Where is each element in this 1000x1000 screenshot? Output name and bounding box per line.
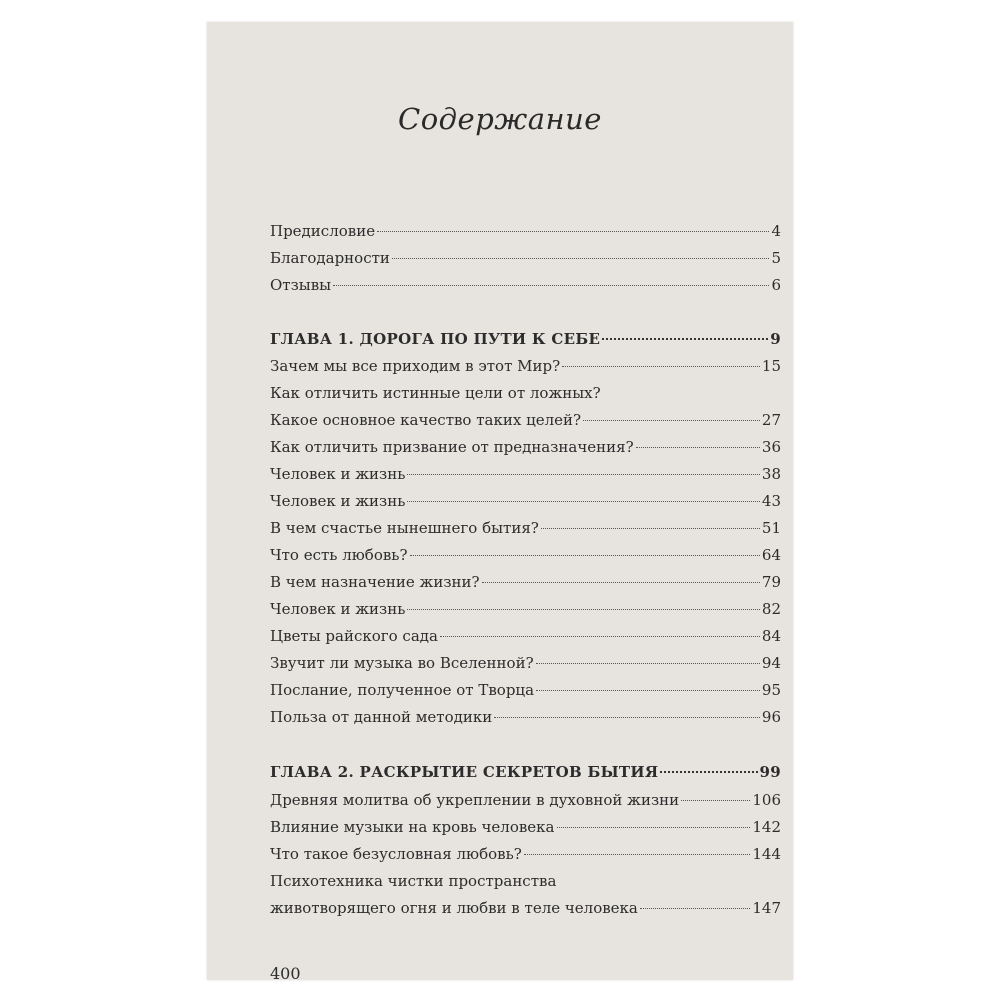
toc-entry	[270, 791, 781, 817]
page-number: 400	[270, 964, 301, 983]
toc-entry-label: Влияние музыки на кровь человека	[270, 818, 555, 836]
toc-entry	[270, 249, 781, 275]
toc-entry-label: Зачем мы все приходим в этот Мир?	[270, 357, 561, 375]
dot-leader	[524, 853, 751, 855]
toc-entry	[270, 465, 781, 491]
toc-entry-label: Послание, полученное от Творца	[270, 681, 535, 699]
toc-entry-page: 64	[761, 546, 781, 564]
toc-entry	[270, 411, 781, 437]
toc-entry	[270, 899, 781, 925]
toc-entry-label: Человек и жизнь	[270, 600, 406, 618]
toc-chapter-heading	[270, 763, 781, 789]
toc-entry	[270, 357, 781, 383]
dot-leader	[681, 799, 750, 801]
dot-leader	[536, 689, 760, 691]
toc-entry-page: 36	[761, 438, 781, 456]
toc-entry-page: 43	[761, 492, 781, 510]
dot-leader	[541, 527, 760, 529]
dot-leader	[583, 419, 760, 421]
toc-entry-page: 4	[771, 222, 781, 240]
toc-entry	[270, 708, 781, 734]
toc-entry-label: Человек и жизнь	[270, 492, 406, 510]
toc-entry-label: Предисловие	[270, 222, 376, 240]
toc-entry-page: 94	[761, 654, 781, 672]
dot-leader	[410, 554, 760, 556]
dot-leader	[602, 337, 768, 340]
toc-entry-page: 84	[761, 627, 781, 645]
toc-entry-page: 38	[761, 465, 781, 483]
toc-entry-label: Что такое безусловная любовь?	[270, 845, 522, 863]
dot-leader	[494, 716, 760, 718]
toc-entry-page: 5	[771, 249, 781, 267]
dot-leader	[562, 365, 760, 367]
toc-entry-page: 51	[761, 519, 781, 537]
toc-entry	[270, 222, 781, 248]
toc-entry-label: В чем счастье нынешнего бытия?	[270, 519, 539, 537]
toc-entry-label: Как отличить истинные цели от ложных?	[270, 384, 601, 402]
dot-leader	[557, 826, 751, 828]
toc-entry-page: 9	[770, 330, 781, 348]
toc-entry	[270, 384, 781, 410]
toc-entry-page: 95	[761, 681, 781, 699]
toc-entry-label: В чем назначение жизни?	[270, 573, 480, 591]
toc-entry-page: 147	[752, 899, 781, 917]
toc-chapter-heading	[270, 330, 781, 356]
toc-entry	[270, 573, 781, 599]
toc-entry-page: 27	[761, 411, 781, 429]
toc-entry	[270, 600, 781, 626]
dot-leader	[636, 446, 760, 448]
toc-entry	[270, 627, 781, 653]
toc-entry	[270, 681, 781, 707]
toc-entry	[270, 818, 781, 844]
dot-leader	[407, 608, 760, 610]
dot-leader	[536, 662, 760, 664]
toc-entry-page: 15	[761, 357, 781, 375]
toc-entry-label: Благодарности	[270, 249, 390, 267]
toc-entry-label: Древняя молитва об укреплении в духовной жизни	[270, 791, 680, 809]
toc-entry-label: животворящего огня и любви в теле человека	[270, 899, 638, 917]
toc-entry	[270, 438, 781, 464]
toc-entry	[270, 546, 781, 572]
dot-leader	[482, 581, 760, 583]
toc-entry-label: ГЛАВА 2. РАСКРЫТИЕ СЕКРЕТОВ БЫТИЯ	[270, 763, 659, 781]
toc-entry-label: Цветы райского сада	[270, 627, 438, 645]
toc-entry-label: Человек и жизнь	[270, 465, 406, 483]
toc-entry-page: 6	[771, 276, 781, 294]
toc-entry-label: Какое основное качество таких целей?	[270, 411, 582, 429]
toc-entry	[270, 845, 781, 871]
dot-leader	[392, 257, 770, 259]
dot-leader	[377, 230, 769, 232]
toc-entry	[270, 519, 781, 545]
toc-entry-label: Психотехника чистки пространства	[270, 872, 557, 890]
dot-leader	[660, 770, 757, 773]
toc-entry-page: 142	[752, 818, 781, 836]
dot-leader	[407, 500, 760, 502]
toc-entry-page: 79	[761, 573, 781, 591]
toc-entry-page: 144	[752, 845, 781, 863]
dot-leader	[440, 635, 760, 637]
toc-entry-label: Звучит ли музыка во Вселенной?	[270, 654, 534, 672]
toc-entry-page: 82	[761, 600, 781, 618]
page-title: Содержание	[398, 102, 602, 136]
book-page	[207, 22, 793, 983]
toc-entry-page: 99	[759, 763, 781, 781]
toc-entry-page: 106	[752, 791, 781, 809]
toc-entry-label: Как отличить призвание от предназначения?	[270, 438, 634, 456]
toc-entry-label: Отзывы	[270, 276, 332, 294]
toc-entry-page: 96	[761, 708, 781, 726]
toc-entry-label: Что есть любовь?	[270, 546, 408, 564]
toc-entry	[270, 872, 781, 898]
toc-entry-label: Польза от данной методики	[270, 708, 493, 726]
toc-entry	[270, 654, 781, 680]
toc-entry	[270, 492, 781, 518]
dot-leader	[333, 284, 769, 286]
toc-entry-label: ГЛАВА 1. ДОРОГА ПО ПУТИ К СЕБЕ	[270, 330, 601, 348]
dot-leader	[407, 473, 760, 475]
toc-entry	[270, 276, 781, 302]
dot-leader	[640, 907, 751, 909]
